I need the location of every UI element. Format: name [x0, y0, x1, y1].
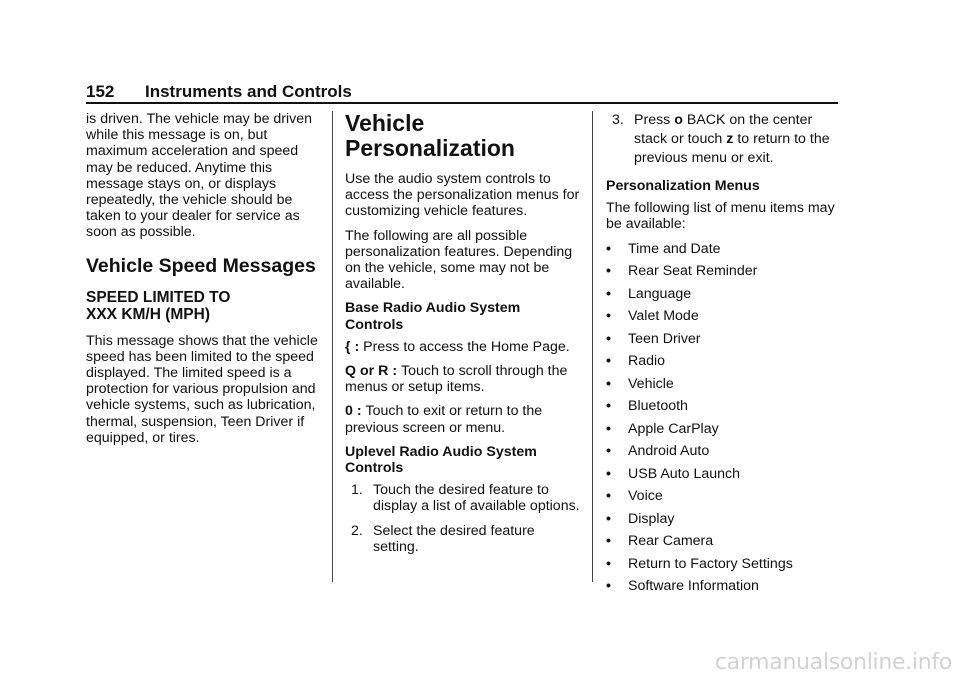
menu-item — [606, 466, 846, 482]
bullet-dot: • — [606, 555, 611, 572]
menu-item-label: Language — [628, 285, 692, 302]
speed-limited-line1: SPEED LIMITED TO — [86, 288, 231, 306]
heading-line1: Vehicle — [345, 110, 425, 136]
scroll-text: Touch to scroll through the menus or setup items. — [345, 363, 568, 396]
uplevel-radio-heading: Uplevel Radio Audio System Controls — [345, 443, 537, 477]
menu-item — [606, 398, 846, 414]
vehicle-personalization-heading — [345, 111, 581, 161]
page-header — [86, 82, 838, 104]
heading-line2: Personalization — [345, 135, 515, 161]
step-1 — [351, 482, 581, 514]
column-divider-1 — [332, 111, 333, 582]
menu-item-label: Display — [628, 510, 675, 527]
scroll-control: Q or R : Touch to scroll through the menus or setup items. — [345, 363, 568, 396]
menu-item-label: Rear Camera — [628, 533, 714, 550]
back-icon: 0 — [345, 403, 353, 420]
personalization-intro: Use the audio system controls to access the personalization menus for customizing vehicle features. — [345, 171, 580, 220]
speed-limited-body: This message shows that the vehicle speed has been limited to the speed displayed. The limited speed is a protection for various propulsion and vehicle systems, such as lubrication, thermal, suspension, Teen Driver if equipped, or tires. — [86, 332, 318, 446]
menu-item-label: Voice — [628, 488, 663, 505]
bullet-dot: • — [606, 533, 611, 550]
speed-limited-heading — [86, 289, 322, 323]
menus-intro: The following list of menu items may be available: — [606, 200, 835, 233]
back-text: Touch to exit or return to the previous screen or menu. — [345, 403, 543, 436]
step-2-number: 2. — [351, 522, 363, 539]
bullet-dot: • — [606, 330, 611, 347]
return-icon: z — [726, 131, 734, 147]
bullet-dot: • — [606, 443, 611, 460]
up-arrow-icon: Q — [345, 363, 357, 380]
vehicle-speed-messages-heading: Vehicle Speed Messages — [86, 254, 316, 277]
menu-item-label: Software Information — [628, 578, 759, 595]
menu-item-label: Android Auto — [628, 443, 710, 460]
menu-item — [606, 443, 846, 459]
bullet-dot: • — [606, 263, 611, 280]
bullet-dot: • — [606, 353, 611, 370]
menu-item-label: Bluetooth — [628, 398, 688, 415]
menu-item — [606, 286, 846, 302]
bullet-dot: • — [606, 465, 611, 482]
bullet-dot: • — [606, 578, 611, 595]
home-text: Press to access the Home Page. — [363, 338, 570, 355]
menu-item-label: Time and Date — [628, 240, 721, 257]
menu-item — [606, 331, 846, 347]
bullet-dot: • — [606, 240, 611, 257]
bullet-dot: • — [606, 308, 611, 325]
menu-item-label: Valet Mode — [628, 308, 699, 325]
step-3-number: 3. — [612, 112, 624, 128]
back-control: 0 : Touch to exit or return to the previous screen or menu. — [345, 403, 543, 436]
menu-item — [606, 511, 846, 527]
menu-item-label: Apple CarPlay — [628, 420, 719, 437]
personalization-menus-heading: Personalization Menus — [606, 178, 760, 194]
menu-item — [606, 353, 846, 369]
menu-item-label: Radio — [628, 353, 666, 370]
step-3-text — [634, 111, 846, 168]
column-1 — [86, 111, 322, 454]
step-3 — [612, 111, 846, 168]
menu-item — [606, 263, 846, 279]
menu-items-list — [606, 241, 846, 595]
bullet-dot: • — [606, 420, 611, 437]
step-1-text: Touch the desired feature to display a list of available options. — [373, 482, 580, 515]
column-divider-2 — [592, 111, 593, 582]
menu-item — [606, 421, 846, 437]
step-3-press: Press — [634, 112, 671, 128]
watermark — [0, 650, 960, 676]
step-2 — [351, 523, 581, 555]
menu-item-label: Teen Driver — [628, 330, 701, 347]
step-2-text: Select the desired feature setting. — [373, 522, 535, 555]
back-button-icon: o — [674, 112, 683, 128]
menu-item-label: Return to Factory Settings — [628, 555, 793, 572]
home-icon: { — [345, 338, 351, 355]
menu-item — [606, 488, 846, 504]
bullet-dot: • — [606, 510, 611, 527]
header-rule — [86, 102, 838, 104]
or-word: or — [360, 363, 375, 380]
menu-item-label: Rear Seat Reminder — [628, 263, 758, 280]
step-3-end: to return to the previous menu or exit. — [634, 131, 830, 166]
menu-item — [606, 578, 846, 594]
menu-item — [606, 533, 846, 549]
step-3-mid: BACK on the center stack or touch — [634, 112, 813, 147]
base-radio-heading: Base Radio Audio System Controls — [345, 300, 521, 333]
page-number: 152 — [86, 82, 115, 101]
down-arrow-icon: R — [378, 363, 389, 380]
menu-item — [606, 308, 846, 324]
column-3 — [606, 111, 846, 601]
bullet-dot: • — [606, 398, 611, 415]
home-control: { : Press to access the Home Page. — [345, 338, 570, 355]
bullet-dot: • — [606, 375, 611, 392]
menu-item — [606, 376, 846, 392]
watermark-text: carmanualsonline.info — [714, 650, 952, 675]
bullet-dot: • — [606, 488, 611, 505]
menu-item — [606, 241, 846, 257]
step-1-number: 1. — [351, 482, 363, 499]
menu-item-label: Vehicle — [628, 375, 674, 392]
bullet-dot: • — [606, 285, 611, 302]
menu-item — [606, 556, 846, 572]
menu-item-label: USB Auto Launch — [628, 465, 741, 482]
section-title: Instruments and Controls — [145, 82, 352, 101]
speed-limited-line2: XXX KM/H (MPH) — [86, 305, 210, 323]
intro-paragraph: is driven. The vehicle may be driven while this message is on, but maximum acceleration and speed may be reduced. Anytime this message stays on, or displays repeatedly, the vehicle should be taken to your dealer for service as soon as possible. — [86, 111, 313, 241]
personalization-availability: The following are all possible personalization features. Depending on the vehicle, some may not be available. — [345, 227, 573, 293]
column-2 — [345, 111, 581, 563]
